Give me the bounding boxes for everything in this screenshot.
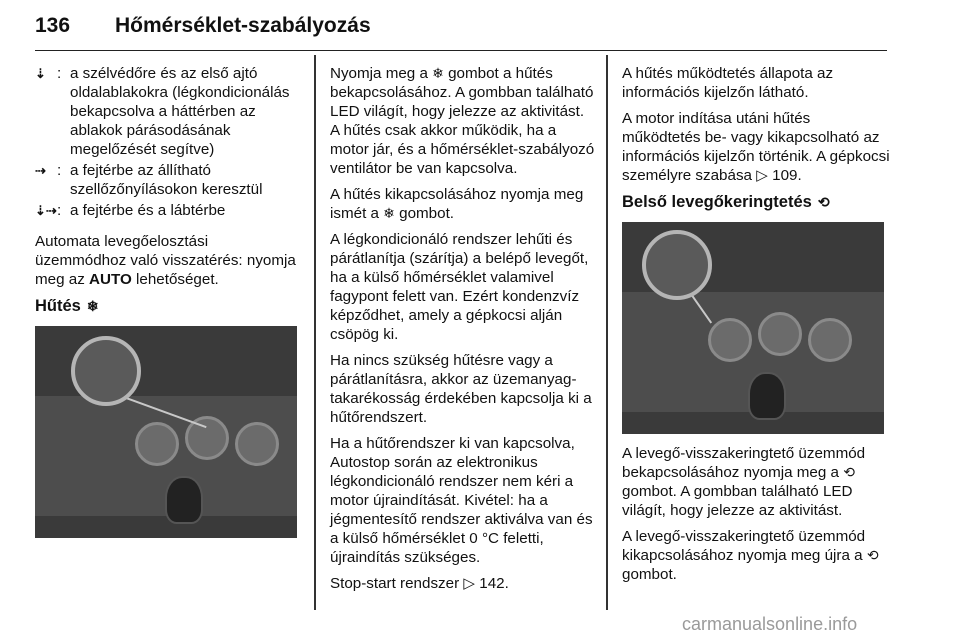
def-row-head: ⇢ : a fejtérbe az állítható szellőzőnyílásokon keresztül <box>35 161 300 199</box>
def-row-head-foot: ⇣⇢ : a fejtérbe és a lábtérbe <box>35 201 300 220</box>
def-text: a szélvédőre és az első ajtó oldalablakokra (légkondicionálás bekapcsolva a háttérben az ablakok párásodásának megelőzését segítve) <box>70 65 290 158</box>
snowflake-icon: ❄ <box>86 298 99 314</box>
autostop-paragraph: Ha a hűtőrendszer ki van kapcsolva, Autostop során az elektronikus légkondicionáló rendszer nem kéri a motor újraindítását. Kivétel: ha a jégmentesítő rendszer aktiválva van és a külső hőmérséklet 0 °C feletti, újraindítás szükséges. <box>330 435 593 566</box>
stop-start-reference: Stop-start rendszer ▷ 142. <box>330 575 509 592</box>
cooling-heading: Hűtés ❄ <box>35 297 99 315</box>
airflow-windscreen-icon: ⇣ <box>35 66 46 81</box>
recirc-on-paragraph: A levegő-visszakeringtető üzemmód bekapcsolásához nyomja meg a ⟲ gombot. A gombban található LED világít, hogy jelezze az aktivitást. <box>622 445 866 519</box>
fuel-saving-paragraph: Ha nincs szükség hűtésre vagy a párátlanításra, akkor az üzemanyag-takarékosság érdekében kapcsolja ki a hűtőrendszert. <box>330 352 592 426</box>
recirc-off-paragraph: A levegő-visszakeringtető üzemmód kikapcsolásához nyomja meg újra a ⟲ gombot. <box>622 528 879 583</box>
recirculation-icon: ⟲ <box>866 547 879 563</box>
column-1 <box>35 64 300 548</box>
page-reference-link[interactable]: ▷ 142. <box>463 575 509 592</box>
airflow-head-icon: ⇢ <box>35 163 46 178</box>
def-text: a fejtérbe és a lábtérbe <box>70 202 226 219</box>
column-divider-1 <box>314 55 316 610</box>
recirculation-icon: ⟲ <box>843 464 855 480</box>
personalisation-paragraph: A motor indítása utáni hűtés működtetés be- vagy kikapcsolható az információs kijelzőn történik. A gépkocsi személyre szabása ▷ 109. <box>622 110 890 184</box>
def-text: a fejtérbe az állítható szellőzőnyílásokon keresztül <box>70 162 263 198</box>
column-3 <box>622 64 890 591</box>
auto-paragraph: Automata levegőelosztási üzemmódhoz való visszatérés: nyomja meg az AUTO lehetőséget. <box>35 233 296 288</box>
page-header <box>35 10 887 51</box>
recirculation-heading: Belső levegőkeringtetés ⟲ <box>622 193 830 211</box>
ac-dehumidify-paragraph: A légkondicionáló rendszer lehűti és párátlanítja (szárítja) a belépő levegőt, ha a külső hőmérséklet valamivel fagypont felett van. Ezért kondenzvíz képződhet, amely a gépkocsi alján csöpög ki. <box>330 231 589 343</box>
page-title: Hőmérséklet-szabályozás <box>115 14 371 37</box>
recirculation-icon: ⟲ <box>817 194 830 210</box>
auto-keyword: AUTO <box>89 271 132 288</box>
cooling-off-paragraph: A hűtés kikapcsolásához nyomja meg ismét a ❄ gombot. <box>330 186 584 222</box>
cooling-button-photo <box>35 326 297 538</box>
snowflake-icon: ❄ <box>383 205 395 221</box>
watermark: carmanualsonline.info <box>682 614 858 634</box>
cooling-on-paragraph: Nyomja meg a ❄ gombot a hűtés bekapcsolásához. A gombban található LED világít, hogy jelezze az aktivitást. A hűtés csak akkor működik, ha a motor jár, és a hőmérséklet-szabályozó ventilátor be van kapcsolva. <box>330 65 595 177</box>
def-row-windscreen: ⇣ : a szélvédőre és az első ajtó oldalablakokra (légkondicionálás bekapcsolva a háttérben az ablakok párásodásának megelőzését segítve) <box>35 64 300 159</box>
recirculation-button-photo <box>622 222 884 434</box>
column-divider-2 <box>606 55 608 610</box>
cooling-status-paragraph: A hűtés működtetés állapota az információs kijelzőn látható. <box>622 65 834 101</box>
page-number: 136 <box>35 14 71 37</box>
page-reference-link[interactable]: ▷ 109. <box>756 167 802 184</box>
snowflake-icon: ❄ <box>432 65 444 81</box>
airflow-head-foot-icon: ⇣⇢ <box>35 203 57 218</box>
column-2 <box>330 64 595 600</box>
